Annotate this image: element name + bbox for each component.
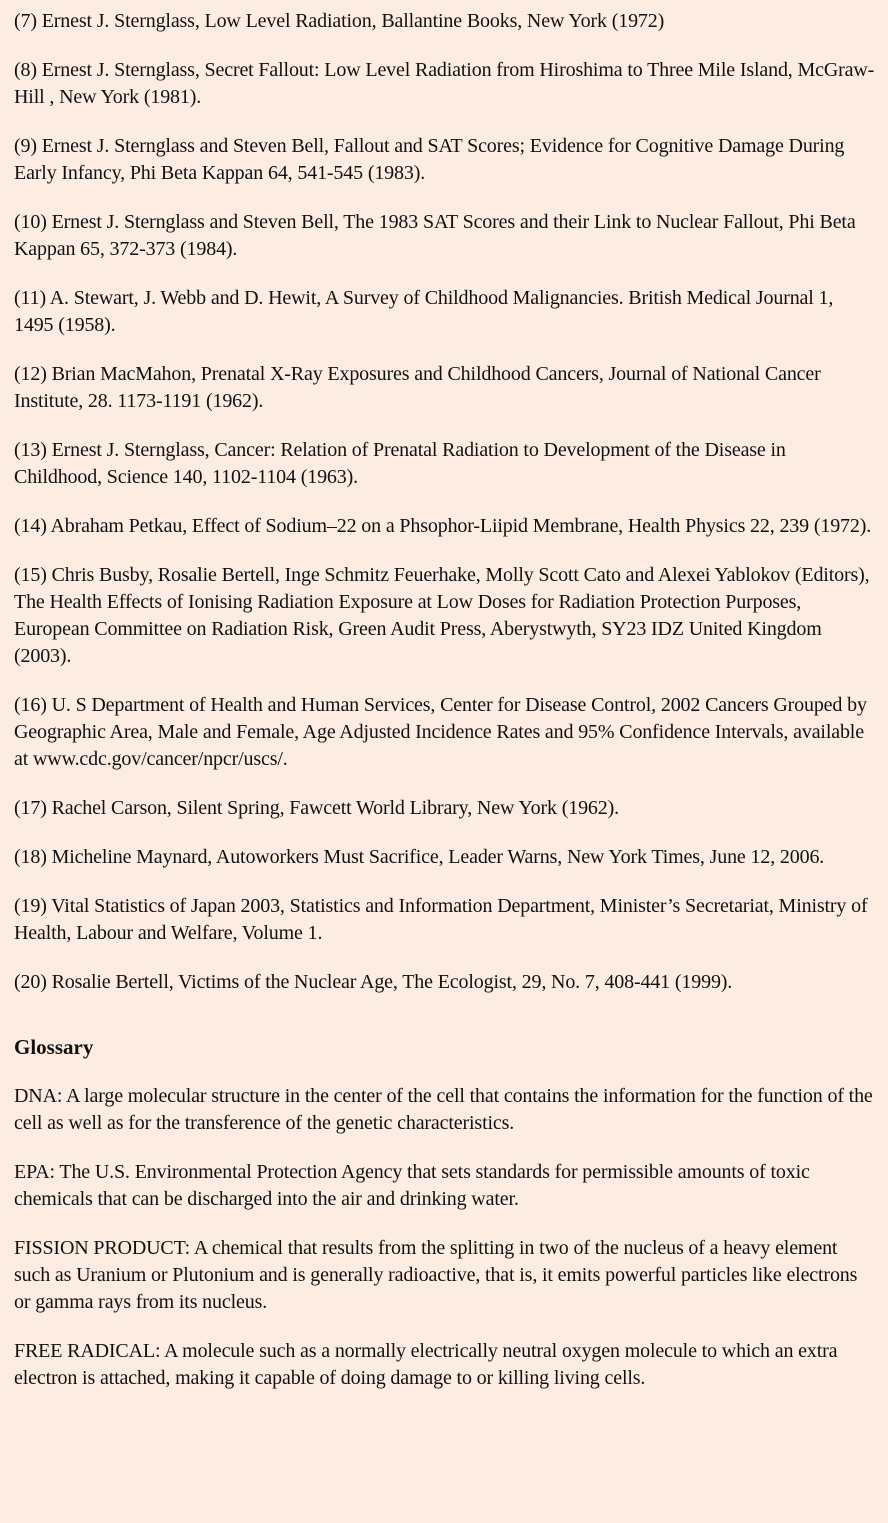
glossary-heading: Glossary (14, 1035, 94, 1059)
glossary-term-epa: EPA: The U.S. Environmental Protection Agency that sets standards for permissible amounts of toxic chemicals that can be discharged into the air and drinking water. (14, 1161, 810, 1210)
reference-item-14: (14) Abraham Petkau, Effect of Sodium–22 on a Phsophor-Liipid Membrane, Health Physics 22, 239 (1972). (14, 515, 872, 537)
reference-item-16: (16) U. S Department of Health and Human Services, Center for Disease Control, 2002 Cancers Grouped by Geographic Area, Male and Female, Age Adjusted Incidence Rates and 95% Confidence Intervals, available at www.cdc.gov/cancer/npcr/uscs/. (14, 694, 867, 770)
reference-item-7: (7) Ernest J. Sternglass, Low Level Radiation, Ballantine Books, New York (1972) (14, 10, 665, 32)
reference-item-13: (13) Ernest J. Sternglass, Cancer: Relation of Prenatal Radiation to Development of the Disease in Childhood, Science 140, 1102-1104 (1963). (14, 439, 786, 488)
glossary-term-dna: DNA: A large molecular structure in the center of the cell that contains the information for the function of the cell as well as for the transference of the genetic characteristics. (14, 1085, 873, 1134)
reference-item-19: (19) Vital Statistics of Japan 2003, Statistics and Information Department, Minister’s Secretariat, Ministry of Health, Labour and Welfare, Volume 1. (14, 895, 868, 944)
reference-item-18: (18) Micheline Maynard, Autoworkers Must Sacrifice, Leader Warns, New York Times, June 12, 2006. (14, 846, 825, 868)
glossary-term-fission-product: FISSION PRODUCT: A chemical that results from the splitting in two of the nucleus of a heavy element such as Uranium or Plutonium and is generally radioactive, that is, it emits powerful particles like electrons or gamma rays from its nucleus. (14, 1237, 858, 1313)
reference-list (14, 8, 876, 996)
reference-item-10: (10) Ernest J. Sternglass and Steven Bell, The 1983 SAT Scores and their Link to Nuclear Fallout, Phi Beta Kappan 65, 372-373 (1984). (14, 211, 856, 260)
reference-item-11: (11) A. Stewart, J. Webb and D. Hewit, A Survey of Childhood Malignancies. British Medical Journal 1, 1495 (1958). (14, 287, 834, 336)
reference-item-15: (15) Chris Busby, Rosalie Bertell, Inge Schmitz Feuerhake, Molly Scott Cato and Alexei Yablokov (Editors), The Health Effects of Ionising Radiation Exposure at Low Doses for Radiation Protection Purposes, European Committee on Radiation Risk, Green Audit Press, Aberystwyth, SY23 IDZ United Kingdom (2003). (14, 564, 870, 667)
reference-item-8: (8) Ernest J. Sternglass, Secret Fallout: Low Level Radiation from Hiroshima to Three Mile Island, McGraw- Hill , New York (1981). (14, 59, 875, 108)
reference-item-20: (20) Rosalie Bertell, Victims of the Nuclear Age, The Ecologist, 29, No. 7, 408-441 (1999). (14, 971, 733, 993)
reference-item-9: (9) Ernest J. Sternglass and Steven Bell, Fallout and SAT Scores; Evidence for Cognitive Damage During Early Infancy, Phi Beta Kappan 64, 541-545 (1983). (14, 135, 845, 184)
glossary-term-free-radical: FREE RADICAL: A molecule such as a normally electrically neutral oxygen molecule to which an extra electron is attached, making it capable of doing damage to or killing living cells. (14, 1340, 838, 1389)
reference-item-17: (17) Rachel Carson, Silent Spring, Fawcett World Library, New York (1962). (14, 797, 619, 819)
glossary-section (14, 1034, 876, 1392)
reference-item-12: (12) Brian MacMahon, Prenatal X-Ray Exposures and Childhood Cancers, Journal of National Cancer Institute, 28. 1173-1191 (1962). (14, 363, 821, 412)
